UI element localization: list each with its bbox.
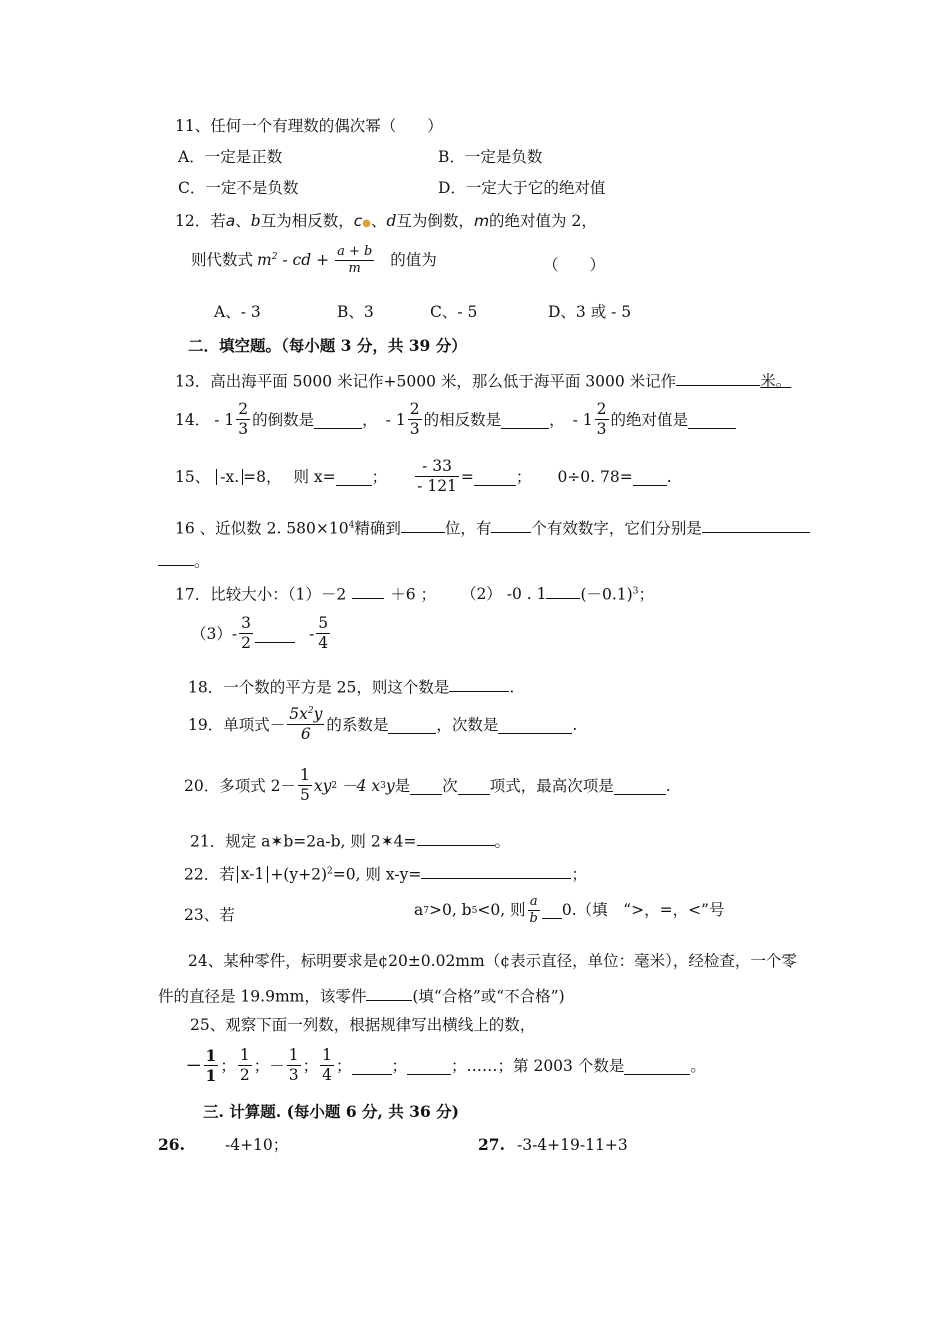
q25-fraction-1: $\frac{1}{1}$ <box>205 1046 217 1086</box>
q14-blank-3[interactable] <box>688 411 736 428</box>
q22: 22．若 $x-1 +(y+2)^2=0$, 则 x-y= ； <box>184 862 587 884</box>
q19-blank-2[interactable] <box>498 716 572 733</box>
q25-blank-2[interactable] <box>407 1057 451 1074</box>
q11-option-a: A．一定是正数 <box>178 148 283 166</box>
q11-option-d: D．一定大于它的绝对值 <box>438 179 606 197</box>
q12-option-d: D、3 或 - 5 <box>548 303 632 321</box>
q27: 27. -3-4+19-11+3 <box>478 1135 628 1154</box>
q13: 13．高出海平面 5000 米记作+5000 米，那么低于海平面 3000 米记作 米。 <box>175 369 791 391</box>
q12-option-a: A、- 3 <box>214 303 261 321</box>
q22-blank[interactable] <box>421 862 571 879</box>
q20-blank-3[interactable] <box>614 777 666 794</box>
q24-line-1: 24、某种零件，标明要求是¢20±0.02mm（¢表示直径，单位：毫米），经检查，一个零 <box>188 952 797 970</box>
q25-sequence: － $\frac{1}{1}$ ； $\frac{1}{2}$ ；－ $\frac{1}{3}$ ； $\frac{1}{4}$ ； ； ； ……；第 2003 个数是 。 <box>186 1046 706 1086</box>
q25-fraction-2: $\frac{1}{2}$ <box>239 1046 250 1085</box>
q19-fraction: $\frac{5x^2y}{6}$ <box>289 705 323 744</box>
q14-fraction-1: $\frac{2}{3}$ <box>238 400 249 439</box>
q24-blank[interactable] <box>366 984 412 1001</box>
q23-blank[interactable] <box>542 902 562 919</box>
q14-blank-2[interactable] <box>501 411 549 428</box>
q15-fraction: $\frac{- 33}{- 121}$ <box>417 457 457 496</box>
q19: 19．单项式－ $\frac{5x^2y}{6}$ 的系数是 ，次数是 . <box>188 705 578 744</box>
q12-expression-line: 则代数式 $m^2$ - cd + $\frac{a + b}{m}$ 的值为 <box>191 244 437 277</box>
q12-stem: 12．若a、b互为相反数，c●、d互为倒数，m的绝对值为 2， <box>175 212 597 230</box>
section-2-heading: 二．填空题。（每小题 3 分，共 39 分） <box>188 336 467 355</box>
q25-blank-3[interactable] <box>624 1057 690 1074</box>
q11-option-c: C．一定不是负数 <box>178 179 299 197</box>
q15-blank-3[interactable] <box>633 468 667 485</box>
q18-blank[interactable] <box>449 675 509 692</box>
q21: 21．规定 a✶b=2a-b, 则 2✶4= 。 <box>190 829 510 851</box>
q18: 18．一个数的平方是 25，则这个数是 . <box>188 675 514 697</box>
q16-blank-3[interactable] <box>702 516 810 533</box>
q20-blank-2[interactable] <box>458 777 490 794</box>
q13-blank[interactable] <box>676 369 760 386</box>
q23-fraction: $\frac{a}{b}$ <box>529 894 538 927</box>
q16-blank-1[interactable] <box>401 516 445 533</box>
section-3-heading: 三. 计算题. (每小题 6 分, 共 36 分) <box>203 1102 459 1121</box>
q14-fraction-3: $\frac{2}{3}$ <box>596 400 607 439</box>
q17-fraction-2: $\frac{5}{4}$ <box>318 614 329 653</box>
q15: 15、 -x. =8， 则 x= ； $\frac{- 33}{- 121}$ = ； 0÷0. 78= . <box>175 457 672 496</box>
q19-blank-1[interactable] <box>388 716 436 733</box>
q25-stem: 25、观察下面一列数，根据规律写出横线上的数， <box>190 1016 536 1034</box>
q17-blank-1[interactable] <box>352 582 384 599</box>
q15-absolute-value: -x. <box>216 469 243 485</box>
q23-prefix: 23、若 <box>184 906 235 924</box>
q20: 20．多项式 2－ $\frac{1}{5}$ xy 2 －4 x 3 y 是 次 项式，最高次项是 . <box>184 766 671 805</box>
q20-fraction: $\frac{1}{5}$ <box>300 766 310 805</box>
q21-blank[interactable] <box>417 829 495 846</box>
q12-option-c: C、- 5 <box>430 303 478 321</box>
q17-blank-2[interactable] <box>546 582 580 599</box>
q16-line-2: 。 <box>158 549 210 571</box>
q22-absolute-value: x-1 <box>237 866 269 882</box>
q14-blank-1[interactable] <box>314 411 362 428</box>
q16-blank-3-cont[interactable] <box>158 549 194 566</box>
q12-option-b: B、3 <box>337 303 374 321</box>
q20-blank-1[interactable] <box>410 777 442 794</box>
q16-blank-2[interactable] <box>491 516 531 533</box>
q25-blank-1[interactable] <box>352 1057 392 1074</box>
q23: a 7 >0, b 5 <0, 则 $\frac{a}{b}$ 0.（填 “>，=，<”号 <box>414 894 725 927</box>
q15-blank-2[interactable] <box>474 468 516 485</box>
q12-fraction: $\frac{a + b}{m}$ <box>337 244 373 277</box>
q12-answer-paren: （ ） <box>543 256 606 274</box>
q25-fraction-3: $\frac{1}{3}$ <box>288 1046 299 1085</box>
q16-line-1: 16 、近似数 2. $580\times 10^4$精确到 位，有 个有效数字，它们分别是 <box>175 516 810 538</box>
q17-blank-3[interactable] <box>255 625 295 642</box>
q14-fraction-2: $\frac{2}{3}$ <box>409 400 420 439</box>
q17-fraction-1: $\frac{3}{2}$ <box>241 614 251 653</box>
q26: 26. -4+10； <box>158 1135 289 1154</box>
q11-option-b: B．一定是负数 <box>438 148 543 166</box>
q17-line-2: （3）- $\frac{3}{2}$ - $\frac{5}{4}$ <box>191 614 329 653</box>
q14: 14． - 1 $\frac{2}{3}$ 的倒数是 ， - 1 $\frac{2}{3}$ 的相反数是 ， - 1 $\frac{2}{3}$ 的绝对值是 <box>175 400 736 440</box>
q17-line-1: 17．比较大小：（1）－2 ＋6 ； （2） -0 . 1 $(-0.1)^3$； <box>175 582 654 604</box>
q25-fraction-4: $\frac{1}{4}$ <box>322 1046 332 1085</box>
q24-line-2: 件的直径是 19.9mm，该零件 (填“合格”或“不合格”) <box>158 984 565 1006</box>
q11-stem: 11、任何一个有理数的偶次幂（ ） <box>175 117 443 135</box>
q15-blank-1[interactable] <box>336 468 372 485</box>
